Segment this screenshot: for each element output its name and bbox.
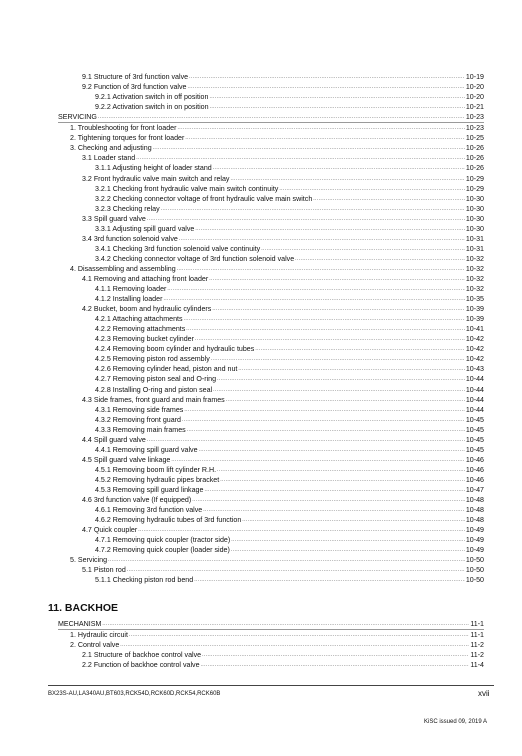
toc-entry[interactable] <box>58 82 484 92</box>
toc-entry-title: 4.2.2 Removing attachments <box>95 325 186 334</box>
toc-entry[interactable] <box>58 102 484 112</box>
toc-entry[interactable] <box>58 455 484 465</box>
dot-leader <box>98 113 465 122</box>
dot-leader <box>136 154 465 163</box>
dot-leader <box>192 496 465 505</box>
dot-leader <box>171 456 465 465</box>
toc-entry-title: 3.2.1 Checking front hydraulic valve main switch continuity <box>95 184 279 193</box>
dot-leader <box>230 175 464 184</box>
toc-entry-page: 10-29 <box>465 184 484 193</box>
toc-entry[interactable] <box>58 405 484 415</box>
toc-entry[interactable] <box>58 425 484 435</box>
dot-leader <box>231 546 465 555</box>
toc-entry-title: 4.7 Quick coupler <box>82 526 138 535</box>
toc-entry-page: 10-45 <box>465 435 484 444</box>
toc-entry-page: 10-31 <box>465 244 484 253</box>
dot-leader <box>102 620 469 629</box>
toc-entry-title: SERVICING <box>58 113 97 122</box>
toc-entry-title: 4.5.1 Removing boom lift cylinder R.H. <box>95 465 217 474</box>
dot-leader <box>255 345 465 354</box>
dot-leader <box>127 566 465 575</box>
dot-leader <box>108 556 465 565</box>
dot-leader <box>153 144 465 153</box>
toc-entry[interactable] <box>58 294 484 304</box>
toc-entry[interactable] <box>58 650 484 660</box>
toc-entry[interactable] <box>58 324 484 334</box>
toc-entry[interactable] <box>58 163 484 173</box>
toc-entry[interactable] <box>58 334 484 344</box>
toc-entry-page: 10-39 <box>465 305 484 314</box>
dot-leader <box>295 255 465 264</box>
toc-entry-page: 10-29 <box>465 174 484 183</box>
toc-entry-page: 10-44 <box>465 375 484 384</box>
toc-entry[interactable] <box>58 485 484 495</box>
toc-entry-page: 10-23 <box>465 124 484 133</box>
toc-entry[interactable] <box>58 224 484 234</box>
toc-entry-page: 10-48 <box>465 516 484 525</box>
toc-entry-page: 10-32 <box>465 254 484 263</box>
toc-entry-page: 10-44 <box>465 385 484 394</box>
toc-entry-page: 10-42 <box>465 335 484 344</box>
toc-entry-page: 10-48 <box>465 506 484 515</box>
toc-entry-page: 10-39 <box>465 315 484 324</box>
toc-entry[interactable] <box>58 445 484 455</box>
dot-leader <box>179 235 465 244</box>
toc-entry-title: 3.4.2 Checking connector voltage of 3rd function solenoid valve <box>95 254 295 263</box>
toc-entry-title: 2.1 Structure of backhoe control valve <box>82 651 202 660</box>
toc-entry[interactable] <box>58 545 484 555</box>
dot-leader <box>238 365 464 374</box>
toc-entry[interactable] <box>58 619 484 630</box>
dot-leader <box>313 195 465 204</box>
toc-entry[interactable] <box>58 92 484 102</box>
toc-entry[interactable] <box>58 184 484 194</box>
dot-leader <box>195 335 465 344</box>
toc-entry[interactable] <box>58 354 484 364</box>
toc-entry-title: 4.3 Side frames, front guard and main frames <box>82 395 225 404</box>
toc-entry-title: 4. Disassembling and assembling <box>70 264 176 273</box>
dot-leader <box>184 315 465 324</box>
dot-leader <box>203 506 465 515</box>
dot-leader <box>161 205 465 214</box>
toc-entry-title: 9.1 Structure of 3rd function valve <box>82 73 189 82</box>
dot-leader <box>187 426 465 435</box>
toc-entry-page: 10-23 <box>465 113 484 122</box>
dot-leader <box>177 124 464 133</box>
toc-entry-title: 3.2 Front hydraulic valve main switch and relay <box>82 174 230 183</box>
toc-entry-page: 10-49 <box>465 526 484 535</box>
dot-leader <box>220 476 465 485</box>
toc-entry[interactable] <box>58 395 484 405</box>
toc-entry-title: 4.2.6 Removing cylinder head, piston and nut <box>95 365 238 374</box>
dot-leader <box>147 436 465 445</box>
toc-entry[interactable] <box>58 274 484 284</box>
toc-entry-page: 10-41 <box>465 325 484 334</box>
footer-model-list: BX23S-AU,LA340AU,BT603,RCK54D,RCK60D,RCK54,RCK60B <box>48 691 221 697</box>
toc-entry-page: 10-50 <box>465 566 484 575</box>
toc-list-loader <box>58 72 484 585</box>
toc-entry[interactable] <box>58 505 484 515</box>
toc-entry-page: 10-50 <box>465 576 484 585</box>
toc-entry-title: 4.3.1 Removing side frames <box>95 405 184 414</box>
toc-entry-title: 4.4.1 Removing spill guard valve <box>95 445 198 454</box>
dot-leader <box>185 134 464 143</box>
toc-entry[interactable] <box>58 660 484 670</box>
toc-entry-page: 11-1 <box>470 620 484 629</box>
toc-entry-page: 10-31 <box>465 234 484 243</box>
dot-leader <box>204 486 464 495</box>
dot-leader <box>120 641 469 650</box>
dot-leader <box>138 526 465 535</box>
toc-entry-title: 3.2.2 Checking connector voltage of front hydraulic valve main switch <box>95 194 313 203</box>
toc-entry-page: 10-19 <box>465 73 484 82</box>
dot-leader <box>209 93 464 102</box>
toc-entry-title: 4.2.4 Removing boom cylinder and hydraulic tubes <box>95 345 255 354</box>
toc-entry[interactable] <box>58 495 484 505</box>
toc-entry[interactable] <box>58 384 484 394</box>
toc-entry[interactable] <box>58 364 484 374</box>
toc-entry-page: 11-2 <box>470 651 484 660</box>
toc-entry-page: 10-32 <box>465 285 484 294</box>
toc-entry-title: 9.2.2 Activation switch in on position <box>95 103 209 112</box>
toc-entry-page: 10-35 <box>465 295 484 304</box>
toc-entry[interactable] <box>58 575 484 585</box>
dot-leader <box>217 466 465 475</box>
toc-entry-title: 4.6.2 Removing hydraulic tubes of 3rd function <box>95 516 242 525</box>
toc-entry[interactable] <box>58 415 484 425</box>
toc-entry-title: 4.2.7 Removing piston seal and O-ring <box>95 375 217 384</box>
toc-entry-title: 5. Servicing <box>70 556 108 565</box>
dot-leader <box>189 73 465 82</box>
dot-leader <box>242 516 465 525</box>
toc-entry[interactable] <box>58 194 484 204</box>
toc-entry-page: 11-1 <box>470 631 484 640</box>
toc-entry[interactable] <box>58 143 484 153</box>
toc-entry-page: 10-48 <box>465 496 484 505</box>
dot-leader <box>182 416 465 425</box>
toc-entry[interactable] <box>58 525 484 535</box>
toc-entry-page: 10-49 <box>465 546 484 555</box>
dot-leader <box>213 386 465 395</box>
dot-leader <box>226 396 465 405</box>
toc-entry[interactable] <box>58 112 484 123</box>
dot-leader <box>217 375 465 384</box>
dot-leader <box>129 631 469 640</box>
toc-entry[interactable] <box>58 153 484 163</box>
dot-leader <box>210 103 465 112</box>
toc-entry-title: 4.2 Bucket, boom and hydraulic cylinders <box>82 305 212 314</box>
toc-entry-title: 4.5.3 Removing spill guard linkage <box>95 485 204 494</box>
toc-entry-page: 10-30 <box>465 214 484 223</box>
toc-entry-title: 2. Control valve <box>70 641 120 650</box>
dot-leader <box>212 305 465 314</box>
toc-entry-title: 4.2.1 Attaching attachments <box>95 315 183 324</box>
toc-entry-page: 11-4 <box>470 661 484 670</box>
toc-entry[interactable] <box>58 435 484 445</box>
toc-entry-page: 10-20 <box>465 83 484 92</box>
toc-entry-title: 3.3.1 Adjusting spill guard valve <box>95 224 195 233</box>
dot-leader <box>231 536 465 545</box>
toc-entry-page: 10-47 <box>465 485 484 494</box>
dot-leader <box>202 651 469 660</box>
toc-entry-title: 2.2 Function of backhoe control valve <box>82 661 200 670</box>
dot-leader <box>188 83 465 92</box>
toc-entry-page: 10-45 <box>465 445 484 454</box>
toc-entry-title: 3.2.3 Checking relay <box>95 204 160 213</box>
dot-leader <box>213 164 465 173</box>
toc-entry-title: 4.2.8 Installing O-ring and piston seal <box>95 385 213 394</box>
toc-entry[interactable] <box>58 565 484 575</box>
toc-entry[interactable] <box>58 264 484 274</box>
dot-leader <box>167 285 464 294</box>
toc-entry[interactable] <box>58 535 484 545</box>
toc-entry-page: 10-26 <box>465 144 484 153</box>
toc-entry-page: 10-49 <box>465 536 484 545</box>
toc-entry[interactable] <box>58 234 484 244</box>
dot-leader <box>163 295 464 304</box>
toc-entry[interactable] <box>58 304 484 314</box>
toc-entry-title: 3.1.1 Adjusting height of loader stand <box>95 164 212 173</box>
toc-entry-title: 4.6.1 Removing 3rd function valve <box>95 506 203 515</box>
toc-entry-title: 4.5.2 Removing hydraulic pipes bracket <box>95 475 220 484</box>
toc-entry-title: 1. Hydraulic circuit <box>70 631 128 640</box>
toc-entry-page: 10-21 <box>465 103 484 112</box>
dot-leader <box>147 215 465 224</box>
footer-page-number: xvii <box>478 689 490 698</box>
dot-leader <box>211 355 465 364</box>
toc-entry-title: 4.1.2 Installing loader <box>95 295 163 304</box>
toc-entry-page: 10-30 <box>465 224 484 233</box>
toc-entry-title: MECHANISM <box>58 620 102 629</box>
toc-entry-title: 4.6 3rd function valve (If equipped) <box>82 496 192 505</box>
toc-entry[interactable] <box>58 630 484 640</box>
toc-entry-title: 3.4.1 Checking 3rd function solenoid valve continuity <box>95 244 261 253</box>
dot-leader <box>186 325 465 334</box>
dot-leader <box>194 576 465 585</box>
toc-entry[interactable] <box>58 173 484 183</box>
toc-entry[interactable] <box>58 244 484 254</box>
toc-entry[interactable] <box>58 123 484 133</box>
toc-entry-title: 5.1 Piston rod <box>82 566 126 575</box>
toc-entry[interactable] <box>58 214 484 224</box>
toc-entry-title: 1. Troubleshooting for front loader <box>70 124 177 133</box>
toc-entry-page: 10-44 <box>465 395 484 404</box>
toc-entry[interactable] <box>58 640 484 650</box>
toc-entry[interactable] <box>58 374 484 384</box>
toc-entry[interactable] <box>58 284 484 294</box>
toc-entry-title: 4.3.2 Removing front guard <box>95 415 181 424</box>
toc-entry-title: 4.1 Removing and attaching front loader <box>82 274 209 283</box>
footer-divider <box>48 685 494 686</box>
toc-entry-title: 3.3 Spill guard valve <box>82 214 146 223</box>
dot-leader <box>209 275 465 284</box>
toc-entry-page: 10-30 <box>465 204 484 213</box>
dot-leader <box>279 185 465 194</box>
toc-entry-page: 10-26 <box>465 154 484 163</box>
toc-entry-title: 4.5 Spill guard valve linkage <box>82 455 171 464</box>
dot-leader <box>201 661 470 670</box>
dot-leader <box>195 225 464 234</box>
toc-entry-page: 10-43 <box>465 365 484 374</box>
toc-entry[interactable] <box>58 475 484 485</box>
toc-entry-page: 10-25 <box>465 134 484 143</box>
toc-entry-page: 10-46 <box>465 475 484 484</box>
toc-entry[interactable] <box>58 254 484 264</box>
toc-entry-title: 4.1.1 Removing loader <box>95 285 167 294</box>
dot-leader <box>184 406 465 415</box>
toc-entry-title: 3. Checking and adjusting <box>70 144 152 153</box>
toc-entry-title: 9.2.1 Activation switch in off position <box>95 93 209 102</box>
toc-entry[interactable] <box>58 465 484 475</box>
toc-entry-title: 4.7.1 Removing quick coupler (tractor side) <box>95 536 231 545</box>
toc-entry-title: 4.2.5 Removing piston rod assembly <box>95 355 210 364</box>
toc-entry-page: 10-46 <box>465 465 484 474</box>
toc-entry[interactable] <box>58 344 484 354</box>
section-title: 11. BACKHOE <box>48 602 119 614</box>
toc-entry-page: 10-45 <box>465 425 484 434</box>
toc-entry[interactable] <box>58 555 484 565</box>
toc-entry-title: 9.2 Function of 3rd function valve <box>82 83 187 92</box>
toc-entry-page: 11-2 <box>470 641 484 650</box>
toc-entry-title: 5.1.1 Checking piston rod bend <box>95 576 194 585</box>
dot-leader <box>177 265 465 274</box>
toc-entry-page: 10-42 <box>465 355 484 364</box>
toc-entry-page: 10-32 <box>465 274 484 283</box>
toc-entry-page: 10-20 <box>465 93 484 102</box>
toc-entry-title: 4.4 Spill guard valve <box>82 435 146 444</box>
toc-entry-page: 10-45 <box>465 415 484 424</box>
toc-entry-title: 3.4 3rd function solenoid valve <box>82 234 178 243</box>
toc-entry-page: 10-26 <box>465 164 484 173</box>
toc-entry[interactable] <box>58 72 484 82</box>
toc-entry-page: 10-42 <box>465 345 484 354</box>
toc-entry[interactable] <box>58 515 484 525</box>
toc-entry-title: 3.1 Loader stand <box>82 154 136 163</box>
toc-entry-page: 10-32 <box>465 264 484 273</box>
dot-leader <box>261 245 465 254</box>
footer-issued-note: KiSC issued 09, 2019 A <box>424 719 488 725</box>
toc-entry[interactable] <box>58 204 484 214</box>
toc-entry-title: 4.7.2 Removing quick coupler (loader side) <box>95 546 230 555</box>
toc-entry-title: 2. Tightening torques for front loader <box>70 134 185 143</box>
toc-entry-title: 4.3.3 Removing main frames <box>95 425 186 434</box>
toc-entry[interactable] <box>58 133 484 143</box>
toc-list-backhoe <box>58 619 484 670</box>
toc-entry-title: 4.2.3 Removing bucket cylinder <box>95 335 194 344</box>
toc-entry-page: 10-46 <box>465 455 484 464</box>
dot-leader <box>199 446 465 455</box>
toc-entry-page: 10-44 <box>465 405 484 414</box>
toc-entry-page: 10-50 <box>465 556 484 565</box>
toc-entry-page: 10-30 <box>465 194 484 203</box>
toc-entry[interactable] <box>58 314 484 324</box>
